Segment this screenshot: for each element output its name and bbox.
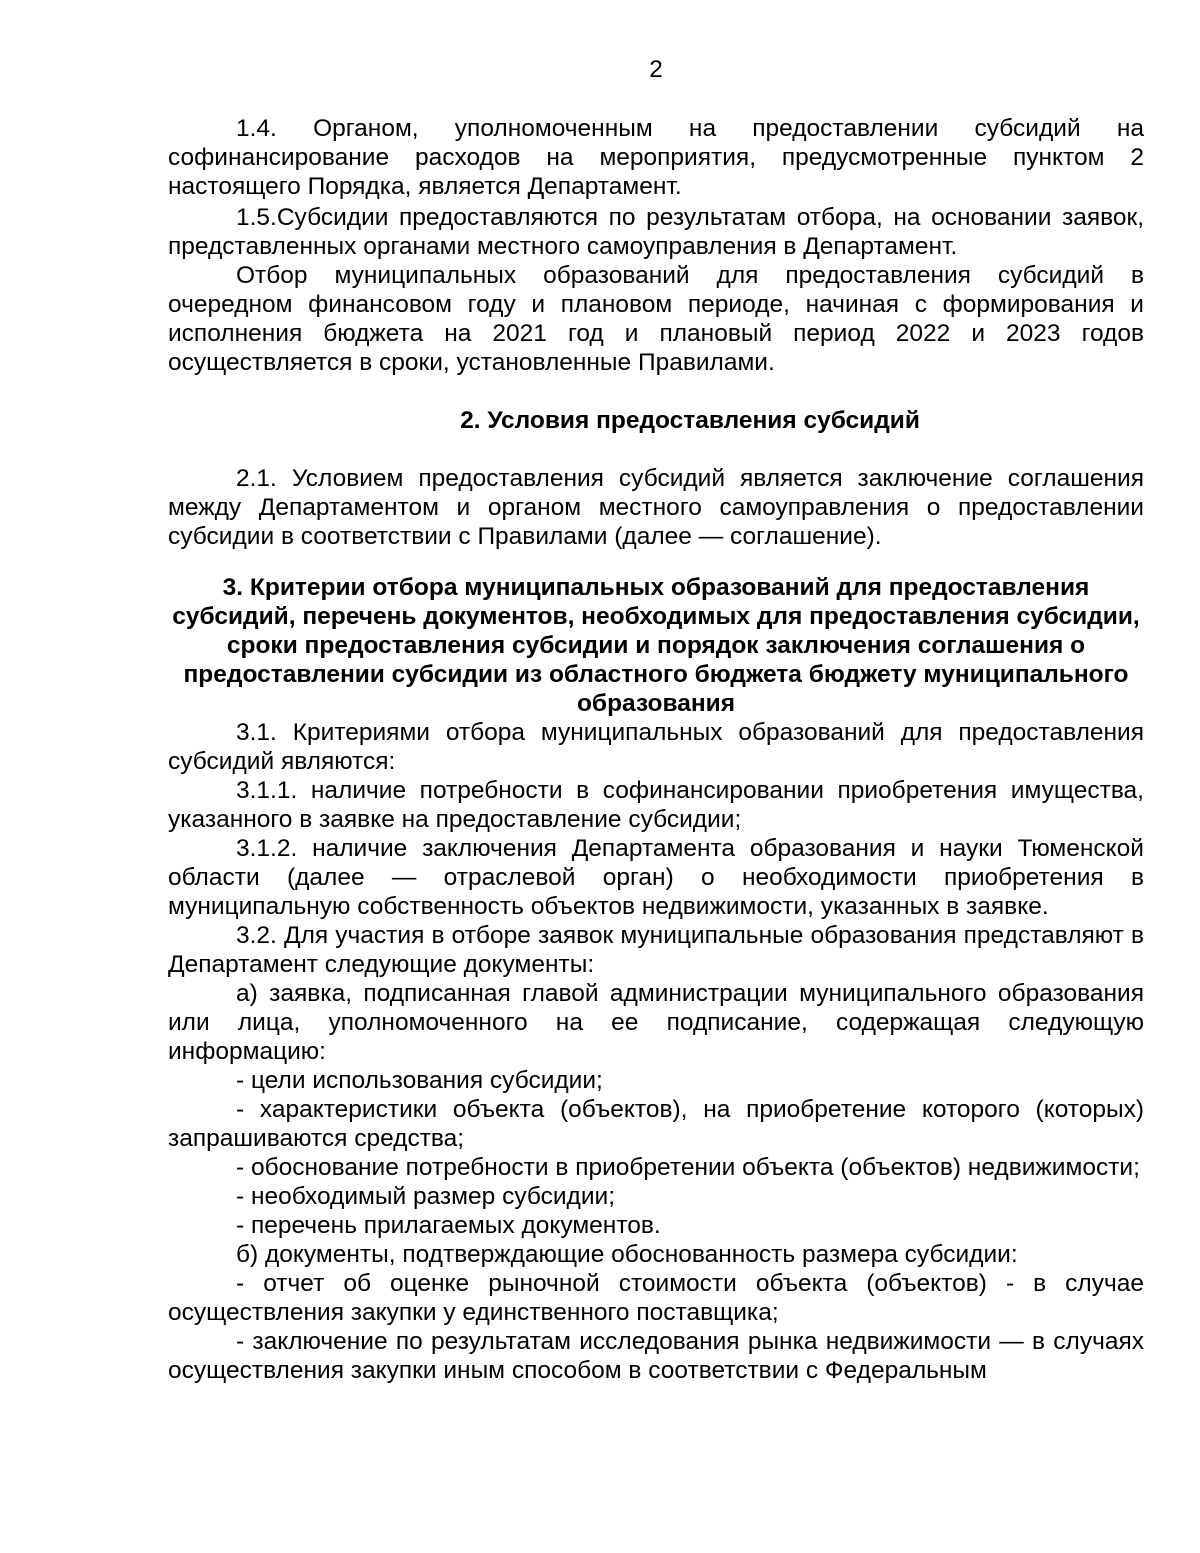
paragraph-1-4: 1.4. Органом, уполномоченным на предоставлении субсидий на софинансирование расходов на мероприятия, предусмотренные пунктом 2 настоящего Порядка, является Департамент. (168, 115, 1144, 200)
list-item-size: - необходимый размер субсидии; (236, 1183, 616, 1210)
list-item-characteristics: - характеристики объекта (объектов), на приобретение которого (которых) запрашиваются средства; (168, 1096, 1144, 1152)
list-item-justification: - обоснование потребности в приобретении объекта (объектов) недвижимости; (236, 1154, 1140, 1181)
paragraph-selection: Отбор муниципальных образований для предоставления субсидий в очередном финансовом году и плановом периоде, начиная с формирования и исполнения бюджета на 2021 год и плановый период 2022 и 2023 годов осуществляется в сроки, установленные Правилами. (168, 262, 1144, 376)
document-body (168, 114, 1144, 1385)
paragraph-1-5: 1.5.Субсидии предоставляются по результатам отбора, на основании заявок, представленных органами местного самоуправления в Департамент. (168, 204, 1144, 260)
paragraph-3-1-1: 3.1.1. наличие потребности в софинансировании приобретения имущества, указанного в заявке на предоставление субсидии; (168, 777, 1144, 833)
paragraph-3-1-2: 3.1.2. наличие заключения Департамента образования и науки Тюменской области (далее — отраслевой орган) о необходимости приобретения в муниципальную собственность объектов недвижимости, указанных в заявке. (168, 835, 1144, 920)
paragraph-b: б) документы, подтверждающие обоснованность размера субсидии: (236, 1241, 1018, 1268)
paragraph-3-2: 3.2. Для участия в отборе заявок муниципальные образования представляют в Департамент следующие документы: (168, 922, 1144, 978)
page-number: 2 (649, 56, 663, 83)
paragraph-3-1: 3.1. Критериями отбора муниципальных образований для предоставления субсидий являются: (168, 719, 1144, 775)
section-2-heading: 2. Условия предоставления субсидий (460, 407, 920, 434)
section-3-heading: 3. Критерии отбора муниципальных образований для предоставления субсидий, перечень документов, необходимых для предоставления субсидии, сроки предоставления субсидии и порядок заключения соглашения о предоставлении субсидии из областного бюджета бюджету муниципального образования (172, 574, 1140, 717)
list-item-valuation-report: - отчет об оценке рыночной стоимости объекта (объектов) - в случае осуществления закупки у единственного поставщика; (168, 1270, 1144, 1326)
paragraph-a: а) заявка, подписанная главой администрации муниципального образования или лица, уполномоченного на ее подписание, содержащая следующую информацию: (168, 980, 1144, 1065)
list-item-documents: - перечень прилагаемых документов. (236, 1212, 661, 1239)
paragraph-2-1: 2.1. Условием предоставления субсидий является заключение соглашения между Департаментом и органом местного самоуправления о предоставлении субсидии в соответствии с Правилами (далее — соглашение). (168, 465, 1144, 550)
list-item-goals: - цели использования субсидии; (236, 1067, 603, 1094)
list-item-market-research: - заключение по результатам исследования рынка недвижимости — в случаях осуществления закупки иным способом в соответствии с Федеральным (168, 1328, 1144, 1384)
